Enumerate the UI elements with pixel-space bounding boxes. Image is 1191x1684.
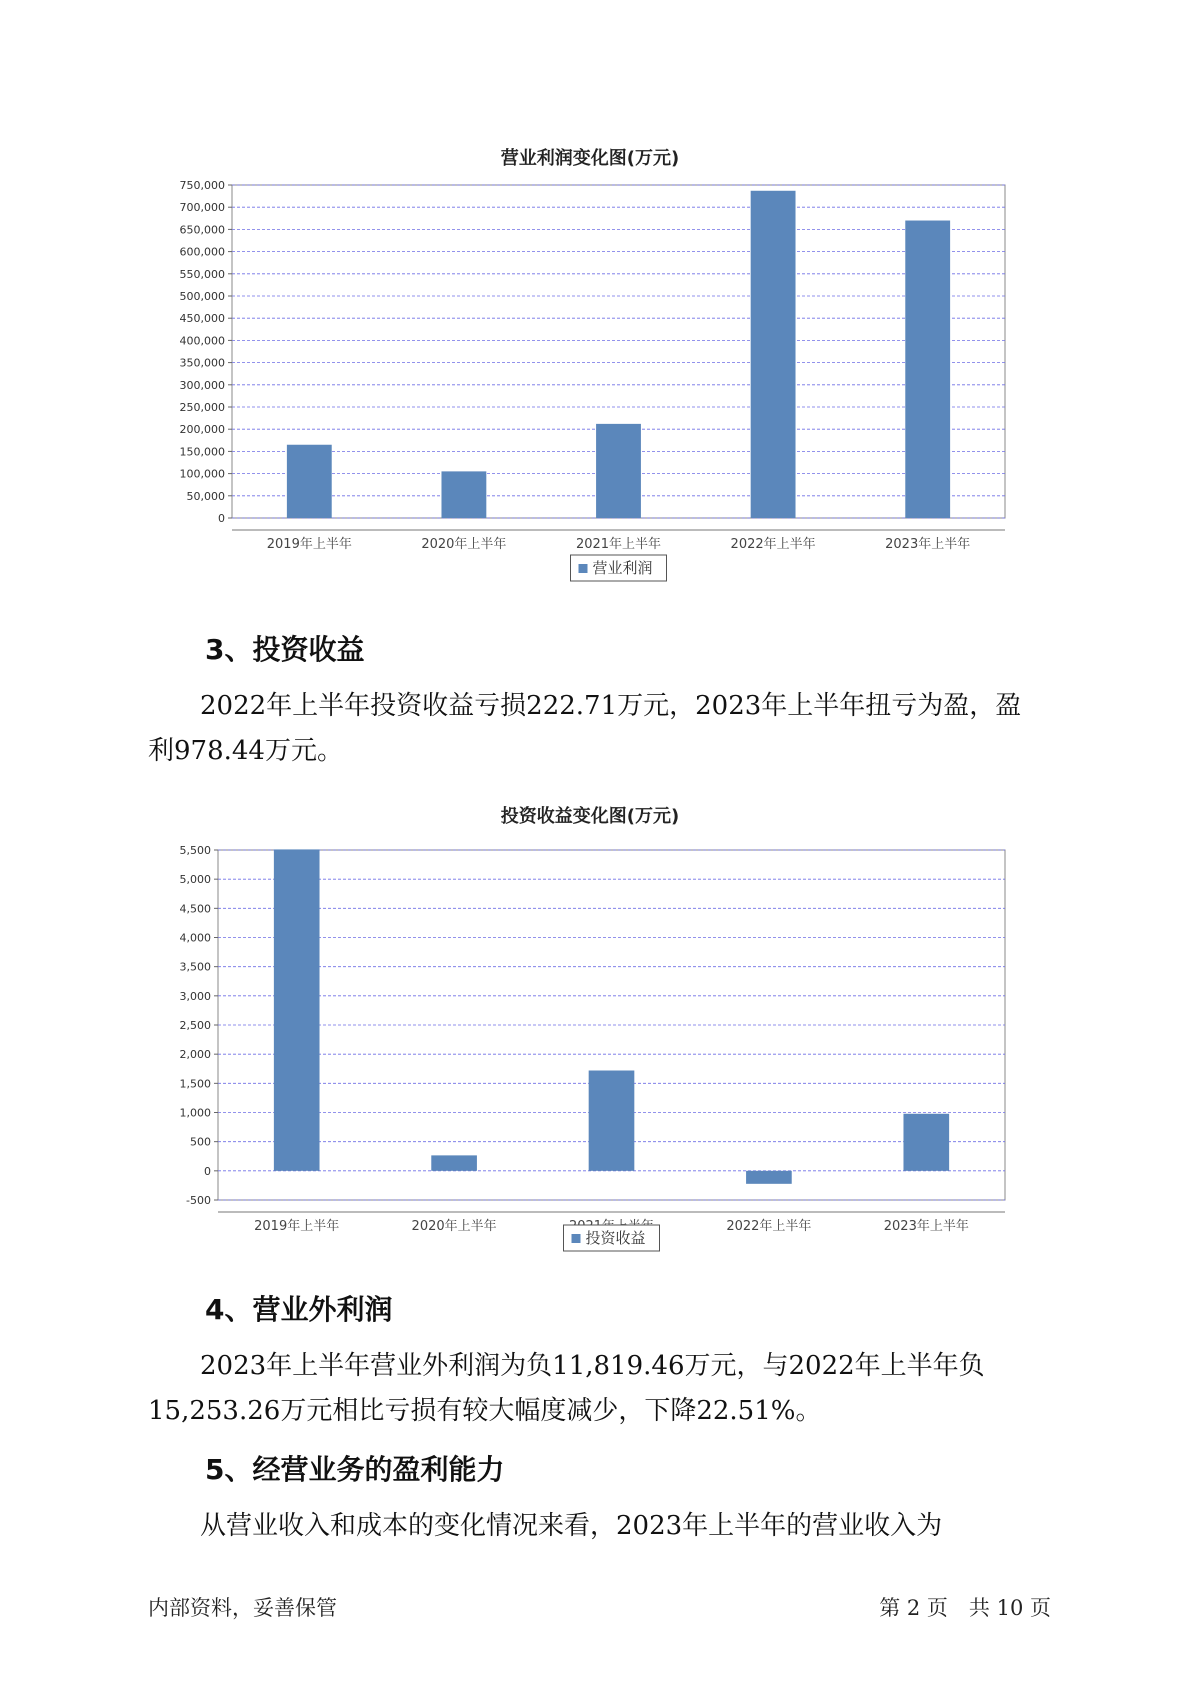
investment-income-chart-svg: [150, 798, 1030, 1258]
footer-page-number: 第 2 页 共 10 页: [879, 1596, 1051, 1620]
y-tick-label: 450,000: [179, 312, 225, 326]
x-tick-label: 2019年上半年: [266, 537, 352, 552]
x-tick-label: 2020年上半年: [421, 537, 507, 552]
legend: [564, 1225, 660, 1251]
y-tick-label: 2,000: [179, 1048, 211, 1062]
x-tick-label: 2022年上半年: [726, 1219, 812, 1234]
legend-swatch: [579, 564, 588, 573]
paragraph-line: 15,253.26万元相比亏损有较大幅度减少，下降22.51%。: [148, 1396, 822, 1426]
y-tick-label: 100,000: [179, 467, 225, 481]
operating-profit-chart-svg: [150, 140, 1030, 590]
section-3-heading: 3、投资收益: [205, 633, 365, 666]
y-tick-label: 1,500: [179, 1077, 211, 1091]
y-tick-label: 0: [218, 512, 225, 525]
y-tick-label: 0: [204, 1164, 211, 1178]
y-tick-label: 600,000: [179, 245, 225, 259]
y-tick-label: 4,000: [179, 931, 211, 945]
x-tick-label: 2023年上半年: [883, 1219, 969, 1234]
x-tick-label: 2020年上半年: [411, 1219, 497, 1234]
operating-profit-chart: [150, 140, 1030, 590]
y-tick-label: 500: [190, 1135, 211, 1149]
investment-income-chart: [150, 798, 1030, 1258]
y-tick-label: 250,000: [179, 401, 225, 414]
section-3-paragraph: [148, 684, 1048, 774]
chart-title: 营业利润变化图(万元): [500, 148, 680, 169]
bar: [751, 191, 796, 518]
bar: [596, 424, 641, 518]
y-tick-label: 150,000: [179, 445, 225, 459]
y-tick-label: 200,000: [179, 423, 225, 437]
y-tick-label: 5,500: [179, 844, 211, 857]
paragraph-line: 利978.44万元。: [148, 736, 343, 766]
y-tick-label: 700,000: [179, 201, 225, 215]
bar: [287, 445, 332, 518]
y-tick-label: -500: [186, 1194, 211, 1207]
paragraph-line: 2022年上半年投资收益亏损222.71万元，2023年上半年扭亏为盈，盈: [148, 691, 1022, 721]
bar: [441, 471, 486, 518]
bar: [589, 1071, 635, 1171]
bar: [746, 1171, 792, 1184]
paragraph-line: 2023年上半年营业外利润为负11,819.46万元，与2022年上半年负: [148, 1351, 985, 1381]
y-tick-label: 350,000: [179, 356, 225, 370]
legend: [571, 555, 667, 581]
x-tick-label: 2023年上半年: [885, 537, 971, 552]
footer-confidential-note: 内部资料，妥善保管: [148, 1596, 337, 1620]
y-tick-label: 500,000: [179, 290, 225, 303]
x-tick-label: 2022年上半年: [730, 537, 816, 552]
legend-label: 投资收益: [585, 1229, 646, 1247]
y-tick-label: 5,000: [179, 873, 211, 887]
y-tick-label: 400,000: [179, 334, 225, 348]
y-tick-label: 550,000: [179, 267, 225, 281]
y-tick-label: 3,000: [179, 989, 211, 1003]
y-tick-label: 750,000: [179, 179, 225, 192]
bar: [274, 849, 320, 1170]
y-tick-label: 2,500: [179, 1019, 211, 1032]
legend-swatch: [572, 1234, 581, 1243]
section-4-paragraph: [148, 1344, 1048, 1434]
section-5-paragraph: [148, 1504, 1048, 1549]
y-tick-label: 300,000: [179, 378, 225, 392]
y-tick-label: 1,000: [179, 1106, 211, 1120]
x-tick-label: 2019年上半年: [254, 1219, 340, 1234]
bar: [905, 221, 950, 518]
bar: [903, 1114, 949, 1171]
bar: [431, 1155, 477, 1170]
chart-title: 投资收益变化图(万元): [500, 806, 680, 827]
y-tick-label: 3,500: [179, 960, 211, 974]
x-tick-label: 2021年上半年: [575, 537, 662, 552]
y-tick-label: 4,500: [179, 902, 211, 916]
section-4-heading: 4、营业外利润: [205, 1293, 393, 1326]
section-5-heading: 5、经营业务的盈利能力: [205, 1453, 505, 1486]
y-tick-label: 650,000: [179, 223, 225, 237]
paragraph-line: 从营业收入和成本的变化情况来看，2023年上半年的营业收入为: [148, 1511, 943, 1541]
y-tick-label: 50,000: [186, 489, 225, 503]
legend-label: 营业利润: [592, 559, 653, 577]
